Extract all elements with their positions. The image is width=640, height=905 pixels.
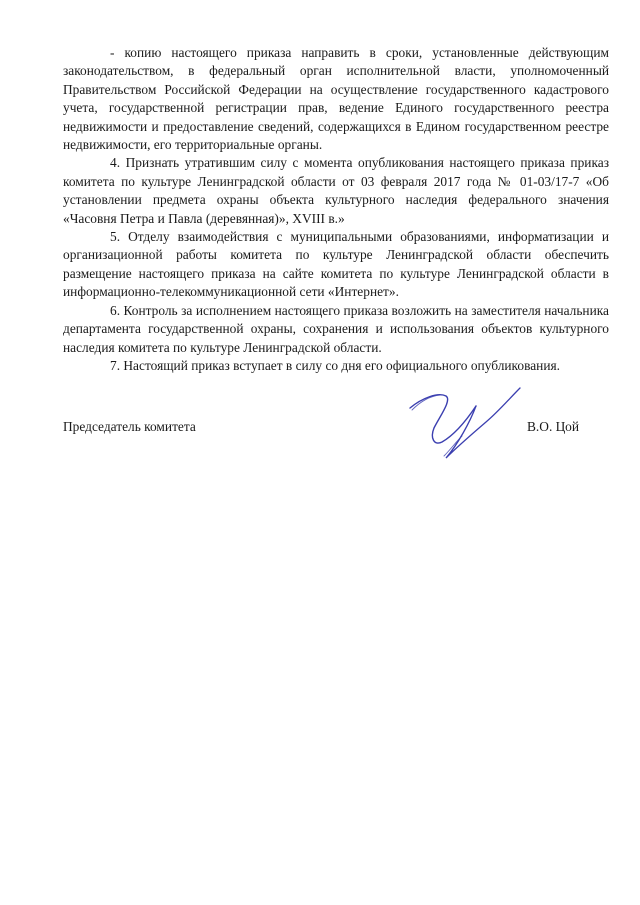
paragraph-item-6: 6. Контроль за исполнением настоящего приказа возложить на заместителя начальника департамента государственной охраны, сохранения и использования объектов культурного наследия комитета по культуре Ленинградской области.	[63, 302, 609, 355]
signature-block	[63, 418, 609, 442]
paragraph-item-5: 5. Отделу взаимодействия с муниципальными образованиями, информатизации и организационной работы комитета по культуре Ленинградской области обеспечить размещение настоящего приказа на сайте комитета по культуре Ленинградской области в информационно-телекоммуникационной сети «Интернет».	[63, 229, 609, 300]
paragraph-item-7: 7. Настоящий приказ вступает в силу со дня его официального опубликования.	[110, 357, 560, 373]
handwritten-signature	[400, 382, 525, 462]
paragraph-cadastral-copy: - копию настоящего приказа направить в сроки, установленные действующим законодательством, в федеральный орган исполнительной власти, уполномоченный Правительством Российской Федерации на осуществление государственного кадастрового учета, государственной регистрации прав, ведение Единого государственного реестра недвижимости и предоставление сведений, содержащихся в Едином государственном реестре недвижимости, его территориальные органы.	[63, 45, 609, 153]
signatory-name: В.О. Цой	[527, 419, 579, 434]
signatory-title: Председатель комитета	[63, 419, 196, 434]
paragraph-item-4: 4. Признать утратившим силу с момента опубликования настоящего приказа приказ комитета по культуре Ленинградской области от 03 февраля 2017 года № 01-03/17-7 «Об установлении предмета охраны объекта культурного наследия федерального значения «Часовня Петра и Павла (деревянная)», XVIII в.»	[63, 155, 609, 226]
document-body	[63, 44, 609, 375]
